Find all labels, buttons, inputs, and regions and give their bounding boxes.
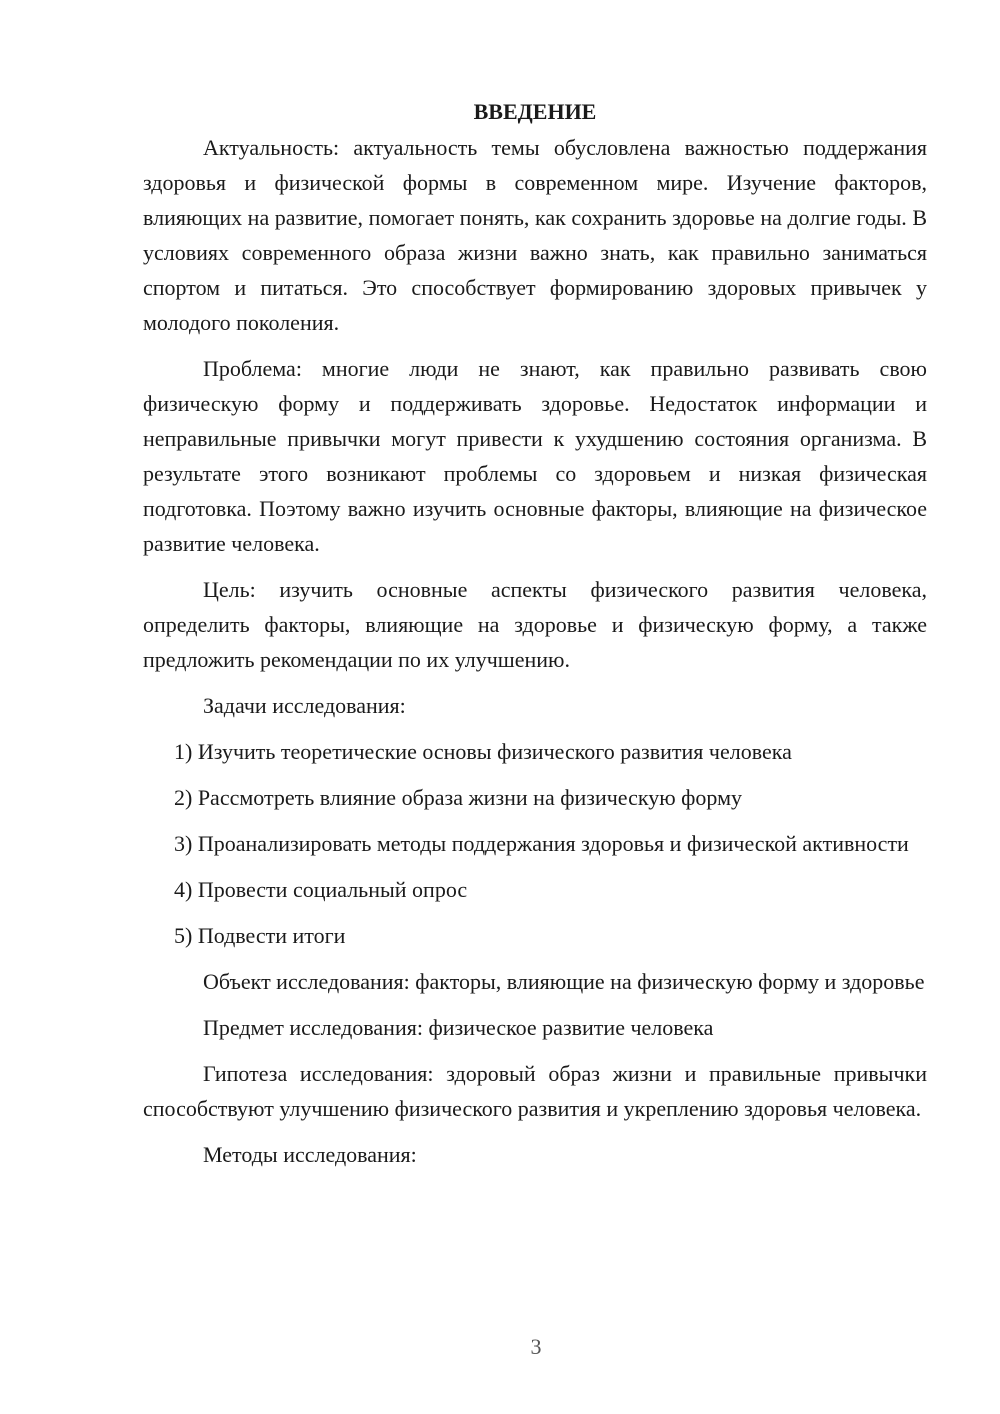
task-item: 3) Проанализировать методы поддержания здоровья и физической активности <box>174 831 909 856</box>
object-paragraph: Объект исследования: факторы, влияющие на физическую форму и здоровье <box>203 969 925 994</box>
document-page <box>143 94 927 1183</box>
methods-heading: Методы исследования: <box>203 1142 417 1167</box>
tasks-heading: Задачи исследования: <box>203 693 406 718</box>
hypothesis-paragraph: Гипотеза исследования: здоровый образ жизни и правильные привычки способствуют улучшению физического развития и укреплению здоровья человека. <box>143 1061 927 1121</box>
section-title: ВВЕДЕНИЕ <box>473 99 597 124</box>
page-number: 3 <box>530 1334 542 1359</box>
task-item: 5) Подвести итоги <box>174 923 346 948</box>
task-item: 4) Провести социальный опрос <box>174 877 468 902</box>
task-item: 1) Изучить теоретические основы физического развития человека <box>174 739 792 764</box>
goal-paragraph: Цель: изучить основные аспекты физического развития человека, определить факторы, влияющие на здоровье и физическую форму, а также предложить рекомендации по их улучшению. <box>143 577 927 672</box>
relevance-paragraph: Актуальность: актуальность темы обусловлена важностью поддержания здоровья и физической формы в современном мире. Изучение факторов, влияющих на развитие, помогает понять, как сохранить здоровье на долгие годы. В условиях современного образа жизни важно знать, как правильно заниматься спортом и питаться. Это способствует формированию здоровых привычек у молодого поколения. <box>143 135 927 335</box>
task-item: 2) Рассмотреть влияние образа жизни на физическую форму <box>174 785 743 810</box>
problem-paragraph: Проблема: многие люди не знают, как правильно развивать свою физическую форму и поддерживать здоровье. Недостаток информации и неправильные привычки могут привести к ухудшению состояния организма. В результате этого возникают проблемы со здоровьем и низкая физическая подготовка. Поэтому важно изучить основные факторы, влияющие на физическое развитие человека. <box>143 356 927 556</box>
subject-paragraph: Предмет исследования: физическое развитие человека <box>203 1015 714 1040</box>
